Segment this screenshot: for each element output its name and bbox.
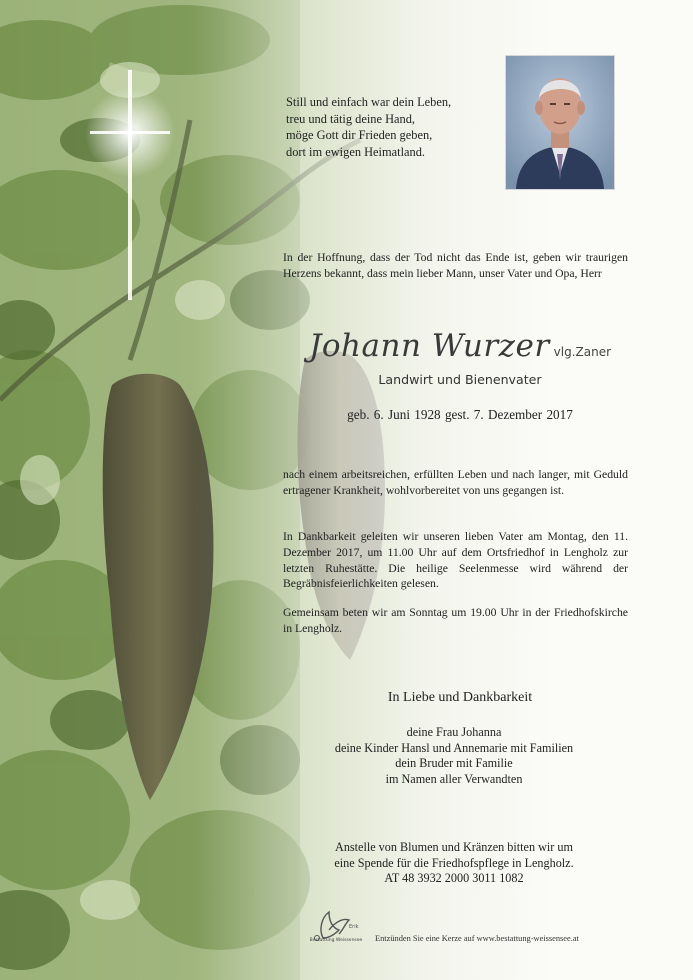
mourner-line: im Namen aller Verwandten <box>385 771 523 786</box>
farewell-heading: In Liebe und Dankbarkeit <box>387 690 533 705</box>
deceased-name: Johann Wurzer <box>308 328 550 364</box>
svg-text:Erik: Erik <box>349 924 359 930</box>
poem-line: treu und tätig deine Hand, <box>286 111 416 126</box>
announcement-text: In der Hoffnung, dass der Tod nicht das Ende ist, geben wir traurigen Herzens bekannt, dass mein lieber Mann, unser Vater und Opa, Herr <box>283 251 628 280</box>
footer-candle-link[interactable]: Entzünden Sie eine Kerze auf www.bestattung-weissensee.at <box>375 934 579 943</box>
deceased-name-row <box>300 328 620 364</box>
poem-line: dort im ewigen Heimatland. <box>286 144 426 159</box>
passing-text: nach einem arbeitsreichen, erfüllten Leben und nach langer, mit Geduld ertragener Krankheit, wohlvorbereitet von uns gegangen ist. <box>283 468 628 497</box>
life-dates: geb. 6. Juni 1928 gest. 7. Dezember 2017 <box>347 407 573 422</box>
mourner-line: deine Kinder Hansl und Annemarie mit Familien <box>334 740 574 755</box>
prayer-text: Gemeinsam beten wir am Sonntag um 19.00 Uhr in der Friedhofskirche in Lengholz. <box>283 606 628 635</box>
vulgo-name: vlg.Zaner <box>553 345 612 359</box>
portrait-photo <box>505 55 615 190</box>
mourner-line: dein Bruder mit Familie <box>395 756 513 771</box>
donation-line: Anstelle von Blumen und Kränzen bitten wir um <box>335 840 573 854</box>
mourner-line: deine Frau Johanna <box>406 725 502 739</box>
donation-iban: AT 48 3932 2000 3011 1082 <box>384 871 524 886</box>
mourners-list <box>294 725 614 787</box>
deceased-occupation: Landwirt und Bienenvater <box>378 372 542 387</box>
funeral-service-text: In Dankbarkeit geleiten wir unseren lieben Vater am Montag, den 11. Dezember 2017, um 11.00 Uhr auf dem Ortsfriedhof in Lengholz zur letzten Ruhestätte. Die heilige Seelenmesse wird während der Begräbnisfeierlichkeiten gelesen. <box>283 530 628 591</box>
poem-line: Still und einfach war dein Leben, <box>286 95 452 109</box>
donation-request <box>294 840 614 887</box>
poem <box>286 94 496 160</box>
donation-line: eine Spende für die Friedhofspflege in Lengholz. <box>334 855 574 870</box>
poem-line: möge Gott dir Frieden geben, <box>286 128 433 143</box>
logo-text: Bestattung Weissensee <box>309 938 363 943</box>
